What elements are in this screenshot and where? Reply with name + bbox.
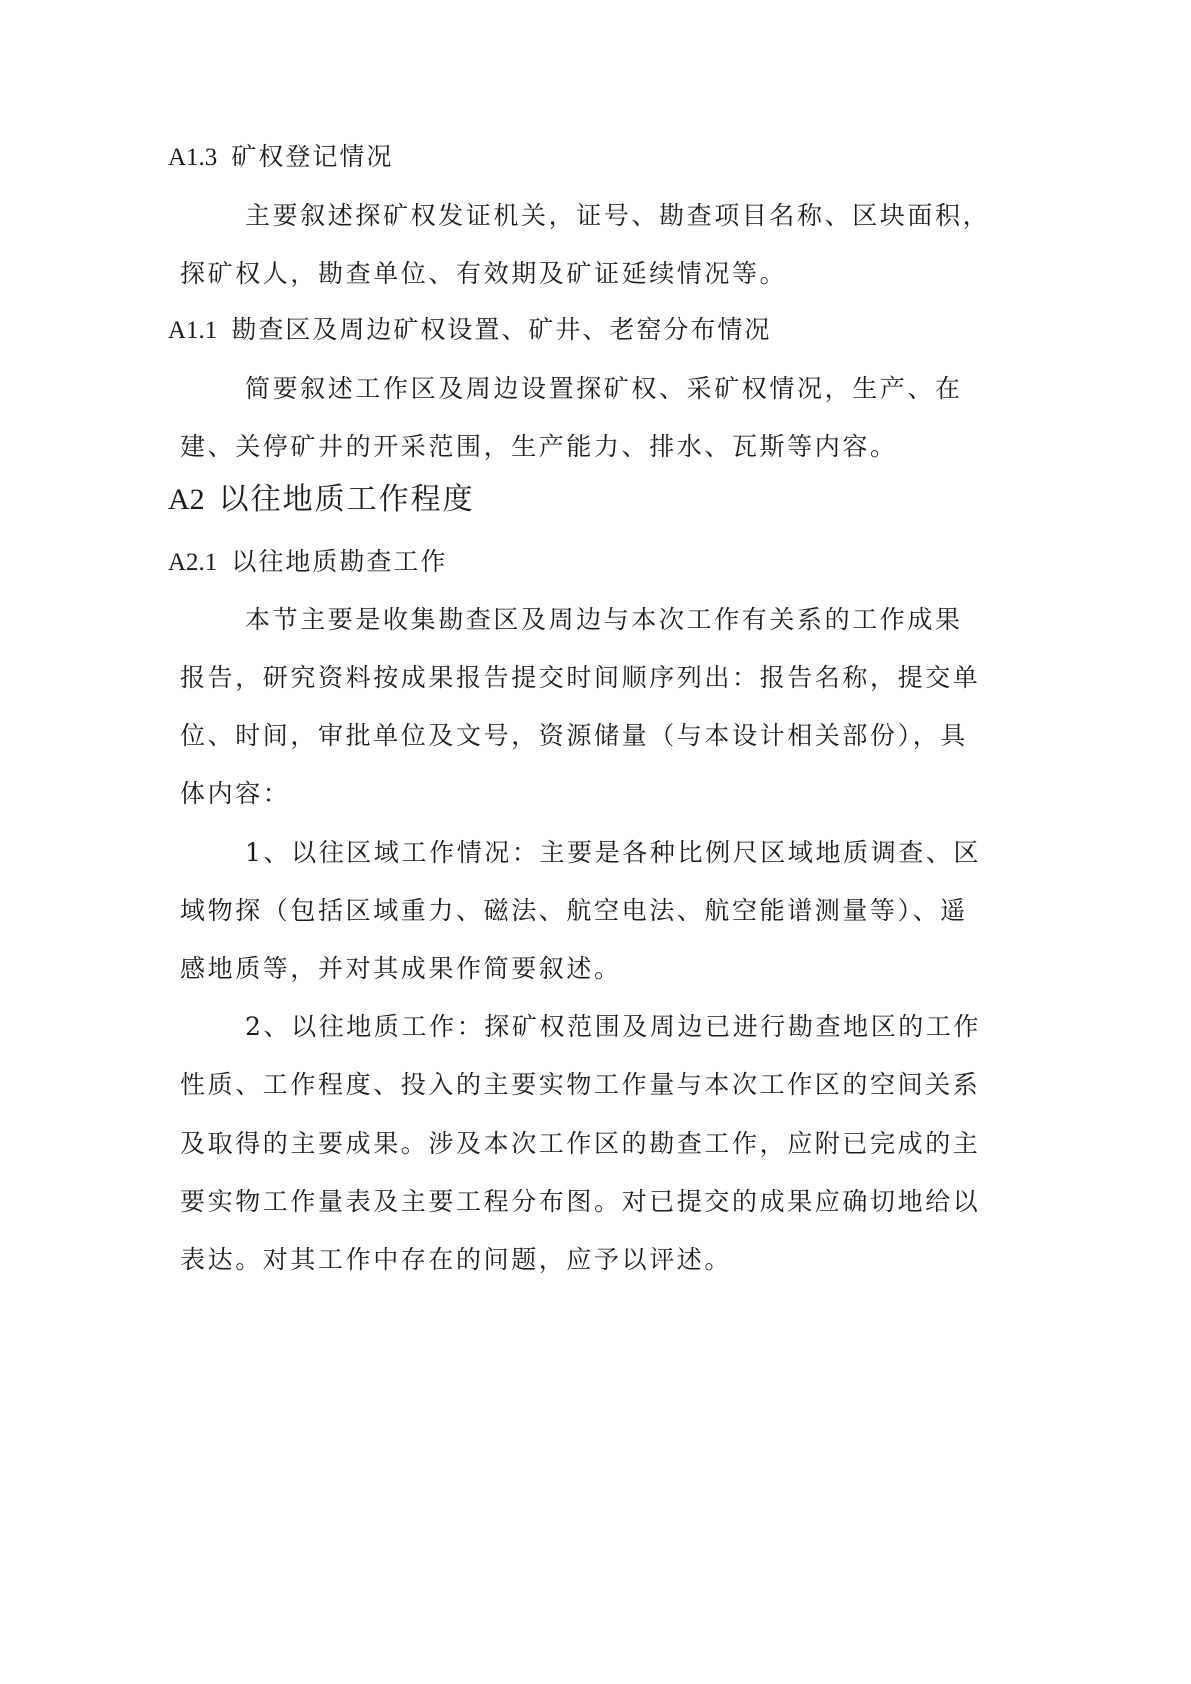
chapter-title: 以往地质工作程度 — [218, 482, 475, 517]
paragraph-line: 要实物工作量表及主要工程分布图。对已提交的成果应确切地给以 — [180, 1187, 981, 1216]
chapter-number: A2 — [168, 483, 205, 516]
paragraph-line: 感地质等，并对其成果作简要叙述。 — [180, 954, 622, 983]
paragraph-line: 位、时间，审批单位及文号，资源储量（与本设计相关部份），具 — [180, 721, 968, 750]
paragraph-line: 1、以往区域工作情况：主要是各种比例尺区域地质调查、区 — [245, 838, 982, 867]
paragraph-line: 及取得的主要成果。涉及本次工作区的勘查工作，应附已完成的主 — [180, 1129, 981, 1158]
section-number: A2.1 — [168, 549, 218, 576]
paragraph-line: 简要叙述工作区及周边设置探矿权、采矿权情况，生产、在 — [245, 374, 963, 403]
section-number: A1.3 — [168, 144, 218, 171]
paragraph-line: 本节主要是收集勘查区及周边与本次工作有关系的工作成果 — [245, 605, 963, 634]
paragraph-line: 性质、工作程度、投入的主要实物工作量与本次工作区的空间关系 — [180, 1070, 981, 1099]
paragraph-line: 探矿权人，勘查单位、有效期及矿证延续情况等。 — [180, 259, 788, 288]
section-heading-a2-1 — [168, 549, 447, 575]
paragraph-line: 建、关停矿井的开采范围，生产能力、排水、瓦斯等内容。 — [180, 432, 898, 461]
section-title: 矿权登记情况 — [231, 142, 394, 171]
section-heading-a1-1 — [168, 317, 771, 343]
chapter-heading-a2 — [168, 482, 475, 517]
paragraph-line: 体内容： — [180, 779, 291, 808]
section-title: 勘查区及周边矿权设置、矿井、老窑分布情况 — [231, 315, 772, 344]
paragraph-line: 报告，研究资料按成果报告提交时间顺序列出：报告名称，提交单 — [180, 663, 981, 692]
section-title: 以往地质勘查工作 — [231, 547, 448, 576]
section-number: A1.1 — [168, 317, 218, 344]
paragraph-line: 2、以往地质工作：探矿权范围及周边已进行勘查地区的工作 — [245, 1012, 982, 1041]
paragraph-line: 主要叙述探矿权发证机关，证号、勘查项目名称、区块面积， — [245, 201, 991, 230]
paragraph-line: 域物探（包括区域重力、磁法、航空电法、航空能谱测量等）、遥 — [180, 896, 968, 925]
section-heading-a1-3 — [168, 144, 393, 170]
paragraph-line: 表达。对其工作中存在的问题，应予以评述。 — [180, 1245, 733, 1274]
